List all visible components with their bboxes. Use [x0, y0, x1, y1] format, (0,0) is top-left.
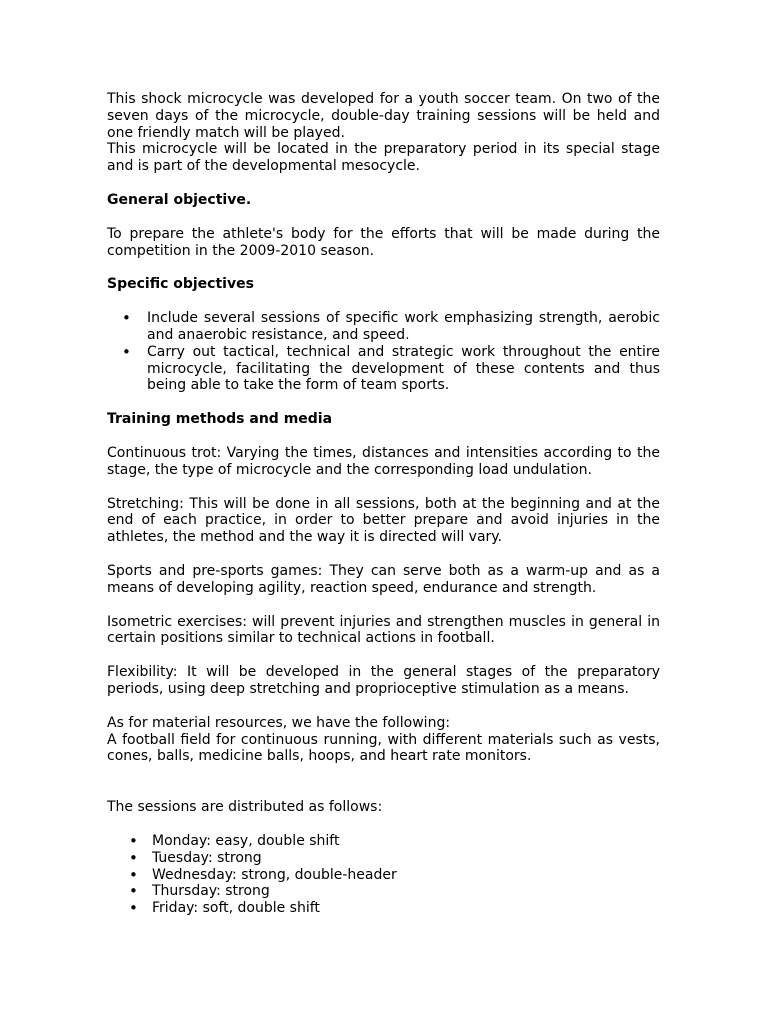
list-item: • Carry out tactical, technical and strategic work throughout the entire microcycle, facilitating the development of these contents and thus being able to take the form of team sports.	[107, 344, 660, 394]
list-item: • Monday: easy, double shift	[107, 833, 660, 850]
list-item: • Friday: soft, double shift	[107, 900, 660, 917]
specific-objectives-list	[107, 310, 660, 394]
list-item: • Thursday: strong	[107, 883, 660, 900]
sessions-list	[107, 833, 660, 917]
resources-text: A football field for continuous running, with different materials such as vests, cones, balls, medicine balls, hoops, and heart rate monitors.	[107, 731, 660, 765]
general-objective-heading: General objective.	[107, 191, 252, 208]
general-objective-text: To prepare the athlete's body for the efforts that will be made during the competition in the 2009-2010 season.	[107, 225, 660, 259]
method-isometric: Isometric exercises: will prevent injuries and strengthen muscles in general in certain positions similar to technical actions in football.	[107, 613, 660, 647]
document-body	[107, 91, 660, 917]
intro-paragraph-1: This shock microcycle was developed for a youth soccer team. On two of the seven days of the microcycle, double-day training sessions will be held and one friendly match will be played.	[107, 91, 660, 141]
sessions-intro: The sessions are distributed as follows:	[107, 799, 383, 816]
intro-paragraph-2: This microcycle will be located in the preparatory period in its special stage and is part of the developmental mesocycle.	[107, 141, 660, 175]
list-item: • Wednesday: strong, double-header	[107, 867, 660, 884]
method-sports-games: Sports and pre-sports games: They can serve both as a warm-up and as a means of developing agility, reaction speed, endurance and strength.	[107, 562, 660, 596]
list-item: • Tuesday: strong	[107, 850, 660, 867]
list-item: • Include several sessions of specific work emphasizing strength, aerobic and anaerobic resistance, and speed.	[107, 310, 660, 344]
method-continuous-trot: Continuous trot: Varying the times, distances and intensities according to the stage, the type of microcycle and the corresponding load undulation.	[107, 444, 660, 478]
specific-objectives-heading: Specific objectives	[107, 276, 254, 293]
method-flexibility: Flexibility: It will be developed in the general stages of the preparatory periods, using deep stretching and proprioceptive stimulation as a means.	[107, 664, 660, 697]
training-methods-heading: Training methods and media	[107, 411, 333, 428]
resources-intro: As for material resources, we have the following:	[107, 714, 451, 731]
method-stretching: Stretching: This will be done in all sessions, both at the beginning and at the end of each practice, in order to better prepare and avoid injuries in the athletes, the method and the way it is directed will vary.	[107, 495, 660, 546]
